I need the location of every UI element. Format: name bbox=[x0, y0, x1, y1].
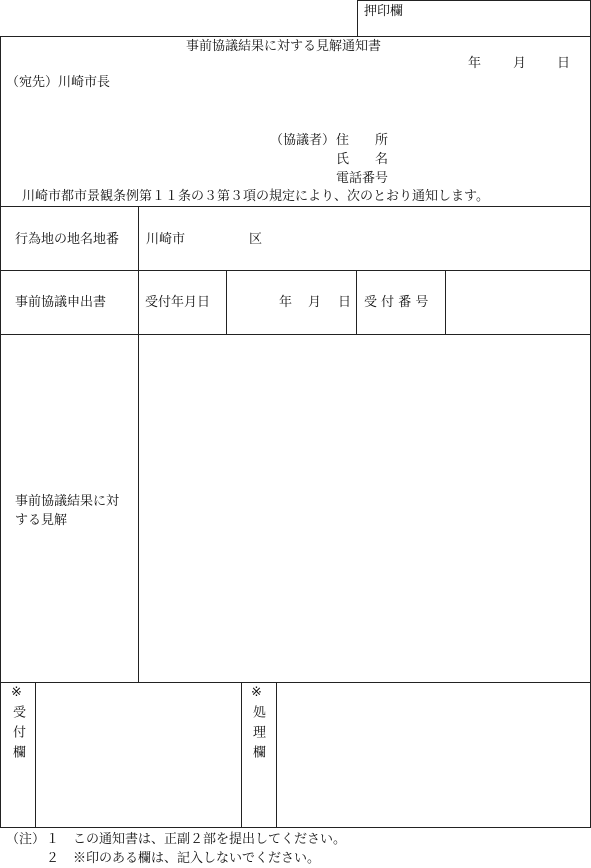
location-label: 行為地の地名地番 bbox=[15, 232, 120, 247]
name-label: 氏 名 bbox=[336, 152, 389, 167]
application-cell-divider bbox=[226, 270, 227, 334]
location-ward: 区 bbox=[249, 232, 263, 247]
received-year-label: 年 bbox=[279, 295, 293, 310]
document-title: 事前協議結果に対する見解通知書 bbox=[186, 39, 382, 54]
date-day-label: 日 bbox=[557, 56, 571, 71]
label-column-divider bbox=[138, 206, 139, 682]
date-month-label: 月 bbox=[513, 56, 527, 71]
opinion-label-line1: 事前協議結果に対 bbox=[15, 494, 120, 509]
office-divider bbox=[35, 682, 36, 828]
negotiator-label: （協議者） bbox=[270, 133, 336, 148]
opinion-label-line2: する見解 bbox=[15, 513, 68, 528]
application-cell-divider bbox=[356, 270, 357, 334]
row-divider bbox=[0, 206, 591, 207]
received-date-label: 受付年月日 bbox=[145, 295, 211, 310]
received-day-label: 日 bbox=[338, 295, 352, 310]
date-year-label: 年 bbox=[468, 56, 482, 71]
note-2-text: ※印のある欄は、記入しないでください。 bbox=[73, 851, 321, 866]
ordinance-statement: 川崎市都市景観条例第１１条の３第３項の規定により、次のとおり通知します。 bbox=[22, 189, 489, 204]
phone-label: 電話番号 bbox=[336, 171, 389, 186]
row-divider bbox=[0, 334, 591, 335]
received-month-label: 月 bbox=[308, 295, 322, 310]
note-1-number: １ bbox=[46, 832, 60, 847]
note-1-text: この通知書は、正副２部を提出してください。 bbox=[73, 832, 347, 847]
receipt-number-field[interactable] bbox=[446, 271, 590, 333]
address-label: 住 所 bbox=[336, 133, 389, 148]
row-divider bbox=[0, 682, 591, 683]
receipt-number-label: 受 付 番 号 bbox=[364, 295, 429, 310]
office-divider bbox=[276, 682, 277, 828]
stamp-box-label: 押印欄 bbox=[364, 4, 404, 19]
application-label: 事前協議申出書 bbox=[15, 295, 107, 310]
notes-prefix: （注） bbox=[6, 832, 46, 847]
processing-label: 処理欄 bbox=[250, 705, 265, 765]
opinion-field[interactable] bbox=[140, 336, 589, 681]
reception-label: 受付欄 bbox=[10, 705, 25, 765]
note-2-number: ２ bbox=[46, 851, 60, 866]
processing-mark: ※ bbox=[251, 685, 262, 700]
location-city: 川崎市 bbox=[146, 232, 186, 247]
addressee: （宛先）川崎市長 bbox=[6, 75, 111, 90]
reception-mark: ※ bbox=[11, 685, 22, 700]
office-divider bbox=[241, 682, 242, 828]
